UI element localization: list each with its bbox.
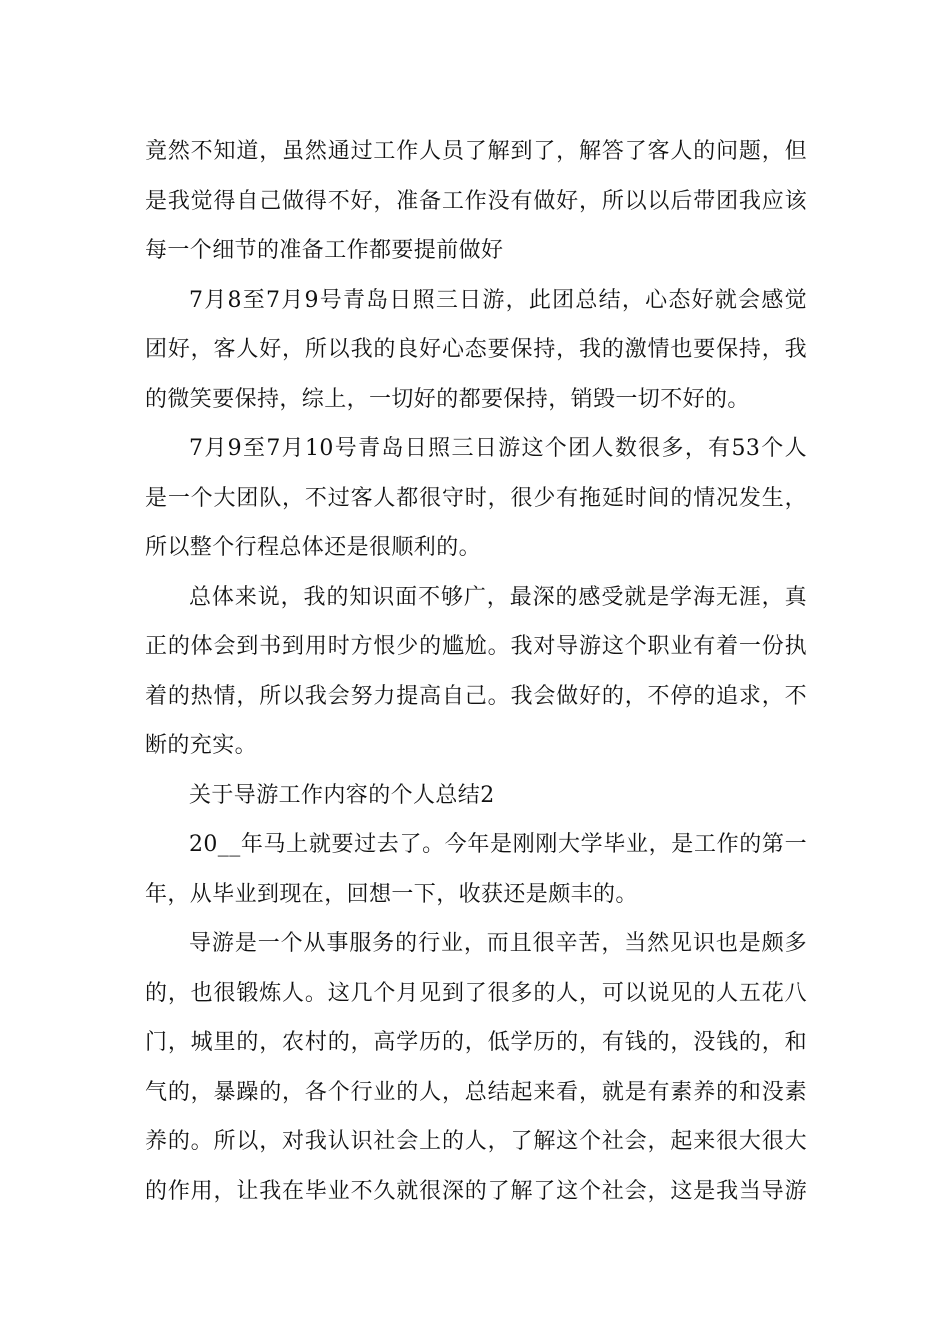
text-line: 是我觉得自己做得不好，准备工作没有做好，所以以后带团我应该 <box>145 188 807 214</box>
text-line: 团好，客人好，所以我的良好心态要保持，我的激情也要保持，我 <box>145 337 807 362</box>
text-line: 7月8至7月9号青岛日照三日游，此团总结，心态好就会感觉 <box>189 287 807 313</box>
paragraph-2 <box>145 276 807 425</box>
text-line: 养的。所以，对我认识社会上的人，了解这个社会，起来很大很大 <box>145 1129 807 1154</box>
text-line: 年，从毕业到现在，回想一下，收获还是颇丰的。 <box>145 881 638 907</box>
text-line: 竟然不知道，虽然通过工作人员了解到了，解答了客人的问题，但 <box>145 139 807 164</box>
text-line: 导游是一个从事服务的行业，而且很辛苦，当然见识也是颇多 <box>189 931 807 956</box>
section-heading <box>145 771 807 821</box>
text-line: 门，城里的，农村的，高学历的，低学历的，有钱的，没钱的，和 <box>145 1030 807 1055</box>
paragraph-6 <box>145 820 807 919</box>
text-line: 7月9至7月10号青岛日照三日游这个团人数很多，有53个人 <box>189 436 807 461</box>
text-line: 的作用，让我在毕业不久就很深的了解了这个社会，这是我当导游 <box>145 1178 807 1204</box>
paragraph-4 <box>145 573 807 771</box>
text-line: 的，也很锻炼人。这几个月见到了很多的人，可以说见的人五花八 <box>145 980 807 1006</box>
text-line: 总体来说，我的知识面不够广，最深的感受就是学海无涯，真 <box>189 584 807 610</box>
document-body <box>145 127 807 1216</box>
text-line: 气的，暴躁的，各个行业的人，总结起来看，就是有素养的和没素 <box>145 1079 807 1105</box>
text-line: 正的体会到书到用时方恨少的尴尬。我对导游这个职业有着一份执 <box>145 634 807 659</box>
text-line: 每一个细节的准备工作都要提前做好 <box>145 238 504 263</box>
paragraph-1 <box>145 127 807 276</box>
text-line: 着的热情，所以我会努力提高自己。我会做好的，不停的追求，不 <box>145 683 807 709</box>
text-line: 是一个大团队，不过客人都很守时，很少有拖延时间的情况发生， <box>145 485 807 511</box>
text-line: 断的充实。 <box>145 733 258 758</box>
paragraph-7 <box>145 919 807 1216</box>
text-line: 所以整个行程总体还是很顺利的。 <box>145 535 482 560</box>
text-line: 20__年马上就要过去了。今年是刚刚大学毕业，是工作的第一 <box>189 832 807 857</box>
text-line: 的微笑要保持，综上，一切好的都要保持，销毁一切不好的。 <box>145 386 750 412</box>
text-line: 关于导游工作内容的个人总结2 <box>189 782 495 808</box>
paragraph-3 <box>145 424 807 573</box>
